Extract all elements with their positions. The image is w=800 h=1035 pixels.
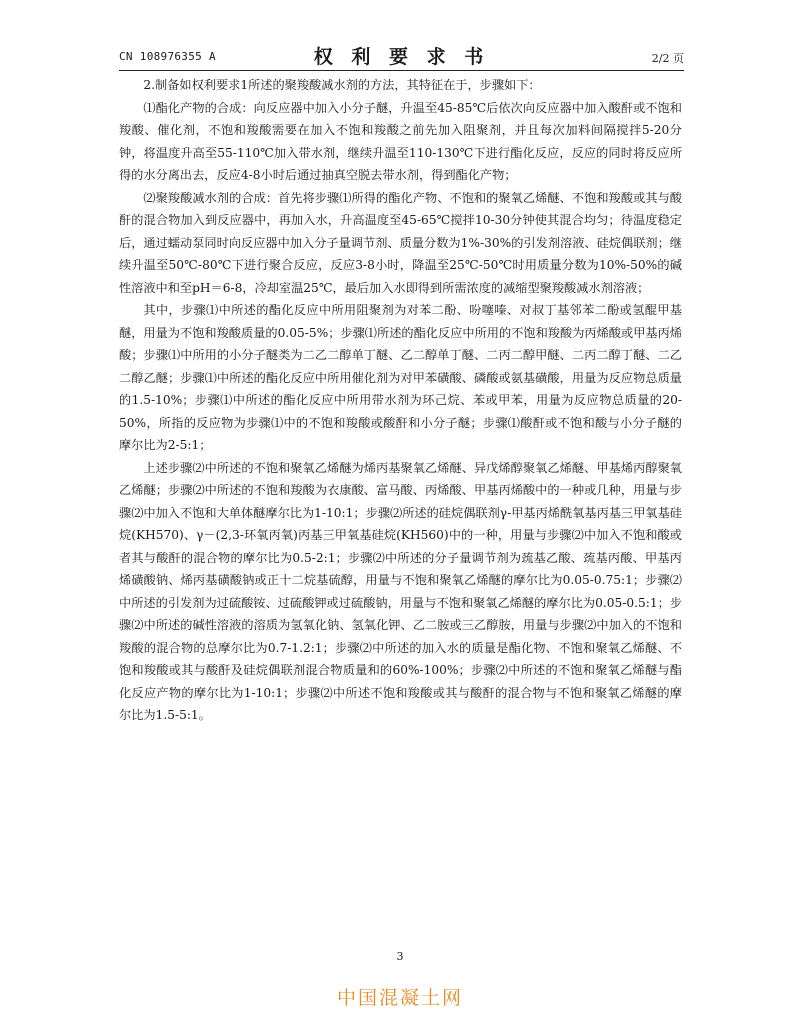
claim-paragraph: ⑵聚羧酸减水剂的合成：首先将步骤⑴所得的酯化产物、不饱和的聚氧乙烯醚、不饱和羧酸或其与酸酐的混合物加入到反应器中，再加入水，升高温度至45-65℃搅拌10-30分钟使其混合均匀；待温度稳定后，通过蠕动泵同时向反应器中加入分子量调节剂、质量分数为1%-30%的引发剂溶液、硅烷偶联剂；继续升温至50℃-80℃下进行聚合反应，反应3-8小时，降温至25℃-50℃时用质量分数为10%-50%的碱性溶液中和至pH＝6-8，冷却室温25℃，最后加入水即得到所需浓度的减缩型聚羧酸减水剂溶液； bbox=[119, 190, 682, 295]
header-divider bbox=[119, 70, 684, 71]
claim-paragraph: 其中，步骤⑴中所述的酯化反应中所用阻聚剂为对苯二酚、吩噻嗪、对叔丁基邻苯二酚或氢醌甲基醚，用量为不饱和羧酸质量的0.05-5%；步骤⑴所述的酯化反应中所用的不饱和羧酸为丙烯酸或甲基丙烯酸；步骤⑴中所用的小分子醚类为二乙二醇单丁醚、乙二醇单丁醚、二丙二醇甲醚、二丙二醇丁醚、二乙二醇乙醚；步骤⑴中所述的酯化反应中所用催化剂为对甲苯磺酸、磷酸或氨基磺酸，用量为反应物总质量的1.5-10%；步骤⑴中所述的酯化反应中所用带水剂为环己烷、苯或甲苯，用量为反应物总质量的20-50%，所指的反应物为步骤⑴中的不饱和羧酸或酸酐和小分子醚；步骤⑴酸酐或不饱和酸与小分子醚的摩尔比为2-5:1； bbox=[119, 303, 682, 452]
claims-body bbox=[119, 74, 682, 727]
claim-paragraph: ⑴酯化产物的合成：向反应器中加入小分子醚，升温至45-85℃后依次向反应器中加入酸酐或不饱和羧酸、催化剂，不饱和羧酸需要在加入不饱和羧酸之前先加入阻聚剂，并且每次加料间隔搅拌5-20分钟，将温度升高至55-110℃加入带水剂，继续升温至110-130℃下进行酯化反应，反应的同时将反应所得的水分离出去，反应4-8小时后通过抽真空脱去带水剂，得到酯化产物； bbox=[119, 100, 682, 182]
page-indicator: 2/2 页 bbox=[651, 52, 684, 65]
claim-paragraph: 上述步骤⑵中所述的不饱和聚氧乙烯醚为烯丙基聚氧乙烯醚、异戊烯醇聚氧乙烯醚、甲基烯丙醇聚氧乙烯醚；步骤⑵中所述的不饱和羧酸为衣康酸、富马酸、丙烯酸、甲基丙烯酸中的一种或几种，用量与步骤⑵中加入不饱和大单体醚摩尔比为1-10:1；步骤⑵所述的硅烷偶联剂γ-甲基丙烯酰氧基丙基三甲氧基硅烷(KH570)、γ－(2,3-环氧丙氧)丙基三甲氧基硅烷(KH560)中的一种，用量与步骤⑵中加入不饱和酸或者其与酸酐的混合物的摩尔比为0.5-2:1；步骤⑵中所述的分子量调节剂为巯基乙酸、巯基丙酸、甲基丙烯磺酸钠、烯丙基磺酸钠或正十二烷基硫醇，用量与不饱和聚氧乙烯醚的摩尔比为0.05-0.75:1；步骤⑵中所述的引发剂为过硫酸铵、过硫酸钾或过硫酸钠，用量与不饱和聚氧乙烯醚的摩尔比为0.05-0.5:1；步骤⑵中所述的碱性溶液的溶质为氢氧化钠、氢氧化钾、乙二胺或三乙醇胺，用量与步骤⑵中加入的不饱和羧酸的混合物的总摩尔比为0.7-1.2:1；步骤⑵中所述的加入水的质量是酯化物、不饱和聚氧乙烯醚、不饱和羧酸或其与酸酐及硅烷偶联剂混合物质量和的60%-100%；步骤⑵中所述的不饱和聚氧乙烯醚与酯化反应产物的摩尔比为1-10:1；步骤⑵中所述不饱和羧酸或其与酸酐的混合物与不饱和聚氧乙烯醚的摩尔比为1.5-5:1。 bbox=[119, 460, 682, 722]
document-title: 权 利 要 求 书 bbox=[313, 46, 490, 68]
claim-paragraph: 2.制备如权利要求1所述的聚羧酸减水剂的方法，其特征在于，步骤如下： bbox=[143, 78, 541, 92]
page-header bbox=[119, 40, 684, 74]
page-number: 3 bbox=[396, 950, 404, 963]
site-watermark: 中国混凝土网 bbox=[336, 987, 463, 1009]
publication-number: CN 108976355 A bbox=[119, 50, 216, 63]
